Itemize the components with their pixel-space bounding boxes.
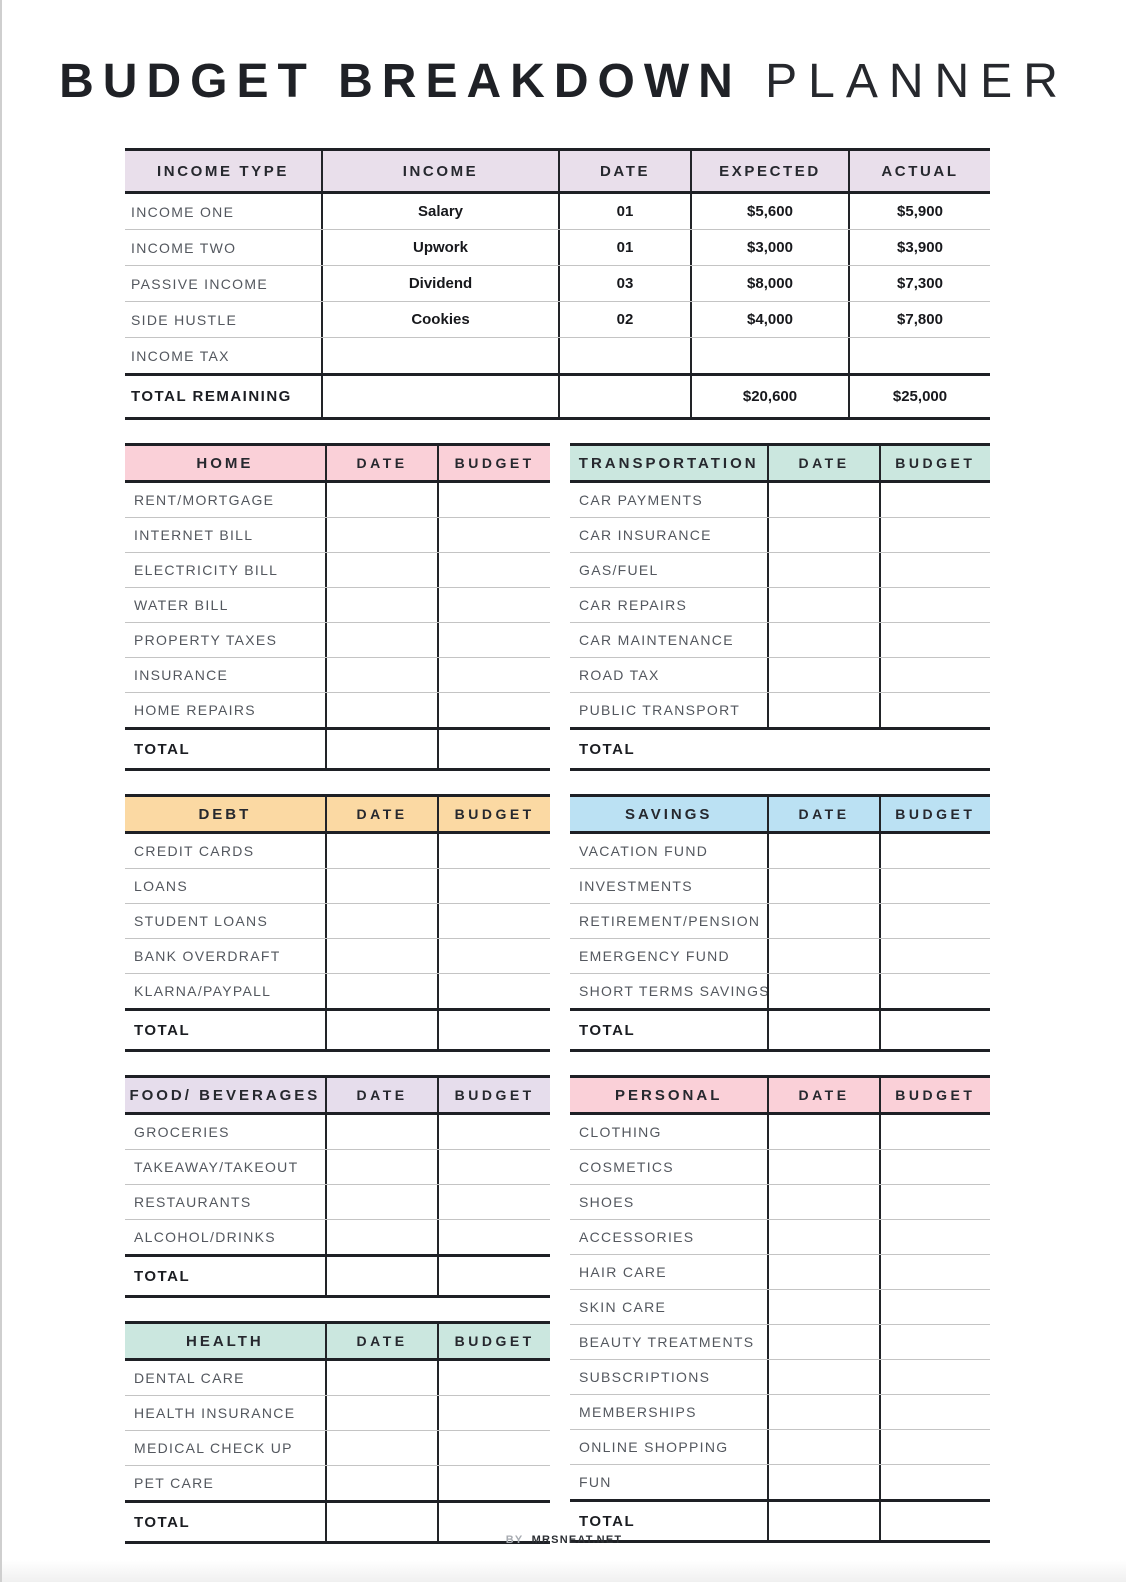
date-cell-empty bbox=[325, 904, 438, 938]
budget-cell-empty bbox=[879, 1290, 990, 1324]
category-item-label: INTERNET BILL bbox=[134, 527, 254, 543]
budget-cell-empty bbox=[437, 518, 550, 552]
budget-cell-empty bbox=[879, 1150, 990, 1184]
category-item-label: HEALTH INSURANCE bbox=[134, 1405, 296, 1421]
date-column-header: DATE bbox=[325, 446, 438, 480]
income-expected-value: $5,600 bbox=[690, 194, 848, 229]
food-table-header bbox=[125, 1075, 550, 1115]
income-row-passive bbox=[125, 266, 990, 302]
page-content bbox=[125, 148, 990, 1567]
right-column bbox=[570, 443, 990, 1567]
date-column-header: DATE bbox=[767, 797, 878, 831]
category-row bbox=[125, 834, 550, 869]
category-item-label: VACATION FUND bbox=[579, 843, 709, 859]
budget-cell-empty bbox=[879, 869, 990, 903]
category-item-label: COSMETICS bbox=[579, 1159, 674, 1175]
category-item-label: ROAD TAX bbox=[579, 667, 660, 683]
category-item-label: HAIR CARE bbox=[579, 1264, 667, 1280]
category-item-label: PET CARE bbox=[134, 1475, 215, 1491]
date-cell-empty bbox=[767, 658, 878, 692]
budget-cell-empty bbox=[879, 974, 990, 1008]
category-item-label: PROPERTY TAXES bbox=[134, 632, 278, 648]
budget-column-header: BUDGET bbox=[437, 797, 550, 831]
category-row bbox=[570, 1430, 990, 1465]
category-item-label: SKIN CARE bbox=[579, 1299, 667, 1315]
date-cell-empty bbox=[767, 693, 878, 727]
expected-column-header: EXPECTED bbox=[690, 151, 848, 191]
budget-column-header: BUDGET bbox=[437, 1324, 550, 1358]
income-table-header bbox=[125, 148, 990, 194]
budget-cell-empty bbox=[437, 974, 550, 1008]
category-item-label: ELECTRICITY BILL bbox=[134, 562, 279, 578]
category-row bbox=[125, 1361, 550, 1396]
date-column-header: DATE bbox=[325, 797, 438, 831]
category-row bbox=[570, 1290, 990, 1325]
total-budget-cell-empty bbox=[437, 1257, 550, 1295]
income-actual-value-empty bbox=[848, 338, 990, 373]
category-item-label: CAR PAYMENTS bbox=[579, 492, 703, 508]
category-row bbox=[125, 658, 550, 693]
category-row bbox=[570, 518, 990, 553]
actual-column-header: ACTUAL bbox=[848, 151, 990, 191]
budget-cell-empty bbox=[879, 1430, 990, 1464]
income-row-two bbox=[125, 230, 990, 266]
category-row bbox=[570, 553, 990, 588]
budget-cell-empty bbox=[437, 1431, 550, 1465]
budget-column-header: BUDGET bbox=[879, 797, 990, 831]
total-label: TOTAL bbox=[579, 1512, 636, 1530]
budget-cell-empty bbox=[879, 483, 990, 517]
date-cell-empty bbox=[325, 1185, 438, 1219]
budget-cell-empty bbox=[437, 939, 550, 973]
category-item-label: MEDICAL CHECK UP bbox=[134, 1440, 293, 1456]
category-item-label: CAR REPAIRS bbox=[579, 597, 688, 613]
page-title-bold: BUDGET BREAKDOWN bbox=[59, 55, 742, 108]
category-title: PERSONAL bbox=[615, 1086, 723, 1104]
food-total-row bbox=[125, 1254, 550, 1298]
income-type-label: INCOME TAX bbox=[131, 347, 230, 364]
income-row-side-hustle bbox=[125, 302, 990, 338]
date-cell-empty bbox=[767, 1290, 878, 1324]
date-cell-empty bbox=[767, 518, 878, 552]
income-type-label: SIDE HUSTLE bbox=[131, 311, 238, 328]
budget-cell-empty bbox=[437, 693, 550, 727]
category-table-personal bbox=[570, 1075, 990, 1543]
budget-column-header: BUDGET bbox=[879, 1078, 990, 1112]
personal-table-header bbox=[570, 1075, 990, 1115]
category-item-label: SHOES bbox=[579, 1194, 635, 1210]
income-source-value-empty bbox=[321, 338, 558, 373]
debt-total-row bbox=[125, 1008, 550, 1052]
total-label: TOTAL bbox=[579, 740, 636, 758]
budget-cell-empty bbox=[879, 518, 990, 552]
debt-table-header bbox=[125, 794, 550, 834]
income-source-value: Dividend bbox=[321, 266, 558, 301]
category-item-label: FUN bbox=[579, 1474, 612, 1490]
category-row bbox=[125, 1466, 550, 1500]
budget-cell-empty bbox=[879, 588, 990, 622]
budget-cell-empty bbox=[437, 553, 550, 587]
date-column-header: DATE bbox=[325, 1324, 438, 1358]
budget-cell-empty bbox=[879, 1395, 990, 1429]
date-cell-empty bbox=[767, 1430, 878, 1464]
category-title: HEALTH bbox=[186, 1332, 264, 1350]
budget-cell-empty bbox=[437, 1466, 550, 1500]
health-table-header bbox=[125, 1321, 550, 1361]
total-label: TOTAL bbox=[134, 1021, 191, 1039]
home-table-header bbox=[125, 443, 550, 483]
savings-rows bbox=[570, 834, 990, 1008]
date-cell-empty bbox=[767, 553, 878, 587]
home-total-row bbox=[125, 727, 550, 771]
date-cell-empty bbox=[325, 1361, 438, 1395]
category-row bbox=[125, 939, 550, 974]
date-cell-empty bbox=[325, 1466, 438, 1500]
budget-cell-empty bbox=[879, 1360, 990, 1394]
total-remaining-label: TOTAL REMAINING bbox=[131, 388, 292, 405]
income-date-value-empty bbox=[558, 338, 690, 373]
date-cell-empty bbox=[767, 1395, 878, 1429]
income-total-row bbox=[125, 373, 990, 420]
total-label: TOTAL bbox=[134, 1513, 191, 1531]
date-cell-empty bbox=[767, 939, 878, 973]
total-label: TOTAL bbox=[134, 1267, 191, 1285]
debt-rows bbox=[125, 834, 550, 1008]
category-item-label: RENT/MORTGAGE bbox=[134, 492, 275, 508]
category-row bbox=[125, 1115, 550, 1150]
category-item-label: LOANS bbox=[134, 878, 188, 894]
category-item-label: MEMBERSHIPS bbox=[579, 1404, 697, 1420]
date-cell-empty bbox=[767, 1325, 878, 1359]
category-item-label: HOME REPAIRS bbox=[134, 702, 256, 718]
budget-cell-empty bbox=[437, 1361, 550, 1395]
budget-column-header: BUDGET bbox=[879, 446, 990, 480]
date-cell-empty bbox=[767, 1115, 878, 1149]
date-cell-empty bbox=[767, 834, 878, 868]
category-item-label: BANK OVERDRAFT bbox=[134, 948, 281, 964]
category-row bbox=[125, 974, 550, 1008]
budget-cell-empty bbox=[879, 1220, 990, 1254]
category-item-label: ALCOHOL/DRINKS bbox=[134, 1229, 276, 1245]
category-table-home bbox=[125, 443, 550, 771]
date-cell-empty bbox=[767, 1220, 878, 1254]
category-item-label: INSURANCE bbox=[134, 667, 229, 683]
income-source-value: Salary bbox=[321, 194, 558, 229]
total-date-cell-empty bbox=[325, 1257, 438, 1295]
income-actual-value: $3,900 bbox=[848, 230, 990, 265]
date-cell-empty bbox=[325, 1150, 438, 1184]
category-table-transportation bbox=[570, 443, 990, 771]
category-item-label: INVESTMENTS bbox=[579, 878, 693, 894]
income-type-label: INCOME ONE bbox=[131, 203, 235, 220]
left-column bbox=[125, 443, 550, 1567]
category-row bbox=[125, 1185, 550, 1220]
total-budget-cell-empty bbox=[879, 730, 990, 768]
category-row bbox=[570, 1395, 990, 1430]
savings-table-header bbox=[570, 794, 990, 834]
date-cell-empty bbox=[767, 1360, 878, 1394]
footer-by-label: BY bbox=[505, 1534, 524, 1546]
category-item-label: DENTAL CARE bbox=[134, 1370, 245, 1386]
category-title: TRANSPORTATION bbox=[578, 454, 759, 472]
income-row-tax bbox=[125, 338, 990, 373]
income-type-label: PASSIVE INCOME bbox=[131, 275, 268, 292]
category-item-label: BEAUTY TREATMENTS bbox=[579, 1334, 755, 1350]
transportation-total-row bbox=[570, 727, 990, 771]
income-expected-value-empty bbox=[690, 338, 848, 373]
category-item-label: GROCERIES bbox=[134, 1124, 230, 1140]
date-cell-empty bbox=[767, 1255, 878, 1289]
income-source-value: Cookies bbox=[321, 302, 558, 337]
income-date-value: 03 bbox=[558, 266, 690, 301]
budget-cell-empty bbox=[879, 939, 990, 973]
income-table bbox=[125, 148, 990, 420]
date-cell-empty bbox=[325, 1220, 438, 1254]
category-row bbox=[570, 1185, 990, 1220]
category-item-label: STUDENT LOANS bbox=[134, 913, 269, 929]
category-row bbox=[570, 588, 990, 623]
category-title: FOOD/ BEVERAGES bbox=[129, 1086, 321, 1104]
category-title: HOME bbox=[196, 454, 254, 472]
footer-credit bbox=[2, 1534, 1126, 1546]
date-column-header: DATE bbox=[558, 151, 690, 191]
total-income-cell-empty bbox=[321, 376, 558, 417]
category-item-label: RESTAURANTS bbox=[134, 1194, 252, 1210]
category-columns bbox=[125, 443, 990, 1567]
income-expected-value: $3,000 bbox=[690, 230, 848, 265]
date-cell-empty bbox=[767, 974, 878, 1008]
budget-cell-empty bbox=[879, 834, 990, 868]
category-item-label: ONLINE SHOPPING bbox=[579, 1439, 729, 1455]
transportation-rows bbox=[570, 483, 990, 727]
budget-cell-empty bbox=[437, 834, 550, 868]
category-row bbox=[570, 483, 990, 518]
date-column-header: DATE bbox=[767, 1078, 878, 1112]
category-table-debt bbox=[125, 794, 550, 1052]
category-table-savings bbox=[570, 794, 990, 1052]
income-expected-value: $8,000 bbox=[690, 266, 848, 301]
health-rows bbox=[125, 1361, 550, 1500]
income-date-value: 01 bbox=[558, 194, 690, 229]
date-cell-empty bbox=[767, 483, 878, 517]
category-title: DEBT bbox=[198, 805, 252, 823]
category-item-label: WATER BILL bbox=[134, 597, 229, 613]
category-row bbox=[570, 939, 990, 974]
total-expected-value: $20,600 bbox=[690, 376, 848, 417]
total-label: TOTAL bbox=[579, 1021, 636, 1039]
category-row bbox=[570, 1115, 990, 1150]
budget-cell-empty bbox=[879, 623, 990, 657]
budget-cell-empty bbox=[437, 869, 550, 903]
date-cell-empty bbox=[325, 623, 438, 657]
budget-cell-empty bbox=[879, 1255, 990, 1289]
total-date-cell-empty bbox=[325, 1011, 438, 1049]
category-row bbox=[125, 483, 550, 518]
category-row bbox=[125, 518, 550, 553]
personal-rows bbox=[570, 1115, 990, 1499]
date-cell-empty bbox=[767, 623, 878, 657]
category-row bbox=[570, 869, 990, 904]
income-actual-value: $7,300 bbox=[848, 266, 990, 301]
category-row bbox=[125, 623, 550, 658]
income-type-column-header: INCOME TYPE bbox=[157, 162, 289, 180]
budget-cell-empty bbox=[437, 1185, 550, 1219]
home-rows bbox=[125, 483, 550, 727]
budget-column-header: BUDGET bbox=[437, 446, 550, 480]
income-actual-value: $5,900 bbox=[848, 194, 990, 229]
date-cell-empty bbox=[767, 1185, 878, 1219]
date-column-header: DATE bbox=[767, 446, 878, 480]
budget-cell-empty bbox=[437, 1396, 550, 1430]
category-row bbox=[570, 1220, 990, 1255]
date-cell-empty bbox=[767, 1465, 878, 1499]
budget-cell-empty bbox=[437, 904, 550, 938]
date-cell-empty bbox=[325, 869, 438, 903]
date-column-header: DATE bbox=[325, 1078, 438, 1112]
category-table-health bbox=[125, 1321, 550, 1544]
page-title-light: PLANNER bbox=[765, 55, 1069, 108]
category-row bbox=[125, 1150, 550, 1185]
budget-cell-empty bbox=[879, 1465, 990, 1499]
total-budget-cell-empty bbox=[879, 1011, 990, 1049]
date-cell-empty bbox=[325, 974, 438, 1008]
category-table-food bbox=[125, 1075, 550, 1298]
budget-column-header: BUDGET bbox=[437, 1078, 550, 1112]
total-date-cell-empty bbox=[325, 730, 438, 768]
category-row bbox=[125, 1220, 550, 1254]
budget-cell-empty bbox=[437, 1220, 550, 1254]
budget-cell-empty bbox=[879, 1115, 990, 1149]
category-row bbox=[570, 974, 990, 1008]
date-cell-empty bbox=[325, 483, 438, 517]
footer-brand: MRSNEAT.NET bbox=[531, 1534, 623, 1546]
category-item-label: SHORT TERMS SAVINGS bbox=[579, 983, 770, 999]
budget-cell-empty bbox=[879, 904, 990, 938]
food-rows bbox=[125, 1115, 550, 1254]
budget-cell-empty bbox=[879, 1325, 990, 1359]
total-budget-cell-empty bbox=[437, 1011, 550, 1049]
income-actual-value: $7,800 bbox=[848, 302, 990, 337]
category-row bbox=[570, 1255, 990, 1290]
income-expected-value: $4,000 bbox=[690, 302, 848, 337]
total-budget-cell-empty bbox=[437, 730, 550, 768]
category-item-label: CAR INSURANCE bbox=[579, 527, 712, 543]
date-cell-empty bbox=[325, 939, 438, 973]
budget-cell-empty bbox=[879, 693, 990, 727]
total-date-cell-empty bbox=[558, 376, 690, 417]
total-date-cell-empty bbox=[767, 1011, 878, 1049]
income-column-header: INCOME bbox=[321, 151, 558, 191]
budget-cell-empty bbox=[879, 553, 990, 587]
budget-cell-empty bbox=[437, 1115, 550, 1149]
category-item-label: PUBLIC TRANSPORT bbox=[579, 702, 741, 718]
date-cell-empty bbox=[325, 553, 438, 587]
date-cell-empty bbox=[325, 693, 438, 727]
category-row bbox=[570, 1465, 990, 1499]
category-row bbox=[570, 1360, 990, 1395]
category-item-label: TAKEAWAY/TAKEOUT bbox=[134, 1159, 299, 1175]
budget-cell-empty bbox=[437, 658, 550, 692]
transportation-table-header bbox=[570, 443, 990, 483]
date-cell-empty bbox=[325, 1396, 438, 1430]
category-row bbox=[570, 693, 990, 727]
date-cell-empty bbox=[325, 834, 438, 868]
category-item-label: RETIREMENT/PENSION bbox=[579, 913, 761, 929]
category-row bbox=[125, 693, 550, 727]
category-item-label: EMERGENCY FUND bbox=[579, 948, 730, 964]
income-source-value: Upwork bbox=[321, 230, 558, 265]
category-row bbox=[570, 658, 990, 693]
budget-cell-empty bbox=[437, 588, 550, 622]
category-item-label: GAS/FUEL bbox=[579, 562, 659, 578]
budget-cell-empty bbox=[437, 623, 550, 657]
date-cell-empty bbox=[325, 518, 438, 552]
category-item-label: CREDIT CARDS bbox=[134, 843, 255, 859]
category-title: SAVINGS bbox=[624, 805, 713, 823]
savings-total-row bbox=[570, 1008, 990, 1052]
category-row bbox=[570, 1150, 990, 1185]
income-date-value: 02 bbox=[558, 302, 690, 337]
date-cell-empty bbox=[767, 904, 878, 938]
category-item-label: SUBSCRIPTIONS bbox=[579, 1369, 711, 1385]
category-row bbox=[125, 553, 550, 588]
category-item-label: KLARNA/PAYPALL bbox=[134, 983, 272, 999]
category-item-label: CAR MAINTENANCE bbox=[579, 632, 734, 648]
total-label: TOTAL bbox=[134, 740, 191, 758]
category-item-label: CLOTHING bbox=[579, 1124, 662, 1140]
income-type-label: INCOME TWO bbox=[131, 239, 237, 256]
page-title bbox=[2, 0, 1126, 112]
total-actual-value: $25,000 bbox=[848, 376, 990, 417]
category-row bbox=[570, 834, 990, 869]
income-row-one bbox=[125, 194, 990, 230]
budget-cell-empty bbox=[879, 1185, 990, 1219]
category-row bbox=[125, 904, 550, 939]
date-cell-empty bbox=[767, 1150, 878, 1184]
total-date-cell-empty bbox=[767, 730, 878, 768]
budget-cell-empty bbox=[437, 1150, 550, 1184]
category-item-label: ACCESSORIES bbox=[579, 1229, 695, 1245]
date-cell-empty bbox=[767, 869, 878, 903]
budget-cell-empty bbox=[437, 483, 550, 517]
category-row bbox=[125, 1396, 550, 1431]
category-row bbox=[125, 869, 550, 904]
category-row bbox=[570, 904, 990, 939]
date-cell-empty bbox=[767, 588, 878, 622]
income-date-value: 01 bbox=[558, 230, 690, 265]
date-cell-empty bbox=[325, 1115, 438, 1149]
date-cell-empty bbox=[325, 658, 438, 692]
budget-cell-empty bbox=[879, 658, 990, 692]
category-row bbox=[570, 1325, 990, 1360]
date-cell-empty bbox=[325, 588, 438, 622]
category-row bbox=[570, 623, 990, 658]
date-cell-empty bbox=[325, 1431, 438, 1465]
category-row bbox=[125, 1431, 550, 1466]
category-row bbox=[125, 588, 550, 623]
